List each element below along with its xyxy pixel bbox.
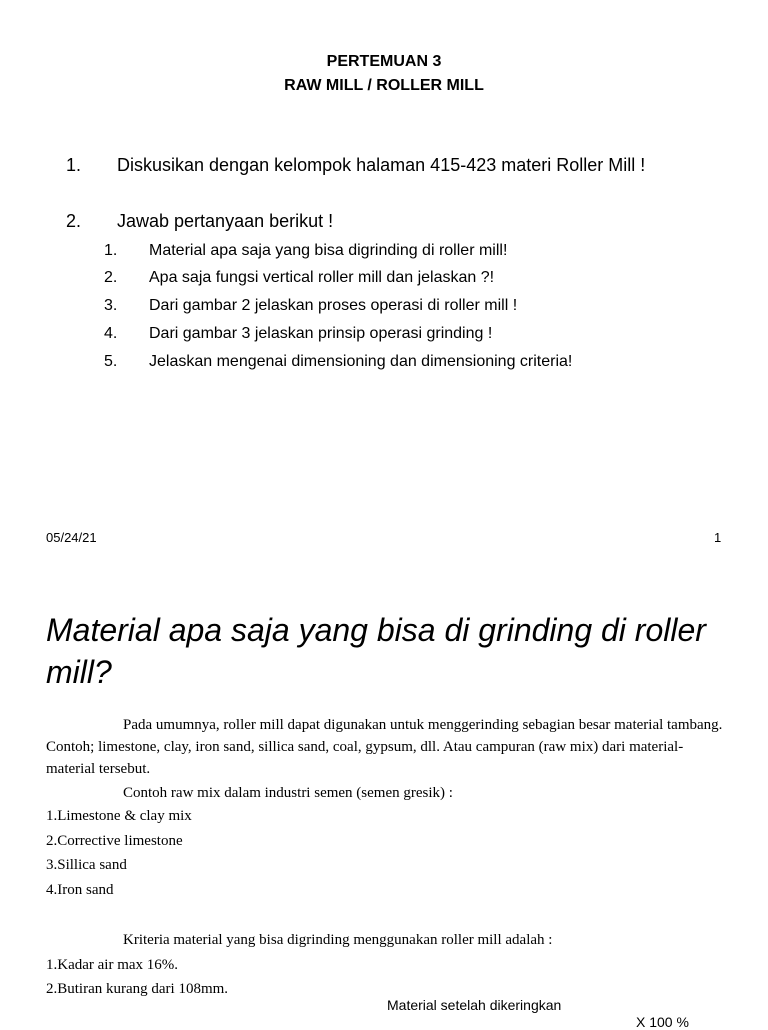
sublist-number: 5. (104, 353, 118, 370)
paragraph-criteria: Kriteria material yang bisa digrinding menggunakan roller mill adalah : (123, 932, 553, 948)
paragraph-example: Contoh raw mix dalam industri semen (semen gresik) : (123, 785, 453, 801)
formula-numerator: Material setelah dikeringkan (387, 997, 562, 1013)
paragraph-intro: Pada umumnya, roller mill dapat digunakan untuk menggerinding sebagian besar material tambang. Contoh; limestone, clay, iron sand, sillica sand, coal, gypsum, dll. Atau campuran (raw mix) dari material- material tersebut. (46, 717, 723, 777)
slide-title: Material apa saja yang bisa di grinding di roller mill? (46, 612, 706, 690)
list-number: 2. (66, 211, 82, 231)
list-item: Jawab pertanyaan berikut ! (117, 211, 334, 231)
sublist-number: 2. (104, 269, 118, 286)
sublist-item: Apa saja fungsi vertical roller mill dan jelaskan ?! (149, 269, 495, 286)
list-item: 1.Kadar air max 16%. (46, 957, 179, 973)
list-item: 2.Corrective limestone (46, 833, 183, 849)
list-item: 2.Butiran kurang dari 108mm. (46, 981, 229, 997)
formula-multiplier: X 100 % (636, 1014, 689, 1030)
page-title-line-2: RAW MILL / ROLLER MILL (284, 77, 484, 94)
list-item: 1.Limestone & clay mix (46, 808, 192, 824)
list-item: Diskusikan dengan kelompok halaman 415-423 materi Roller Mill ! (117, 155, 646, 175)
sublist-item: Dari gambar 2 jelaskan proses operasi di roller mill ! (149, 297, 518, 314)
sublist-item: Dari gambar 3 jelaskan prinsip operasi grinding ! (149, 325, 493, 342)
sublist-number: 4. (104, 325, 118, 342)
list-number: 1. (66, 155, 82, 175)
list-item: 3.Sillica sand (46, 857, 127, 873)
sublist-number: 1. (104, 242, 118, 259)
sublist-number: 3. (104, 297, 118, 314)
sublist-item: Material apa saja yang bisa digrinding di roller mill! (149, 242, 508, 259)
footer-date: 05/24/21 (46, 530, 97, 545)
list-item: 4.Iron sand (46, 882, 114, 898)
page-title-line-1: PERTEMUAN 3 (326, 53, 442, 70)
sublist-item: Jelaskan mengenai dimensioning dan dimensioning criteria! (149, 353, 573, 370)
footer-page-number: 1 (714, 530, 722, 545)
